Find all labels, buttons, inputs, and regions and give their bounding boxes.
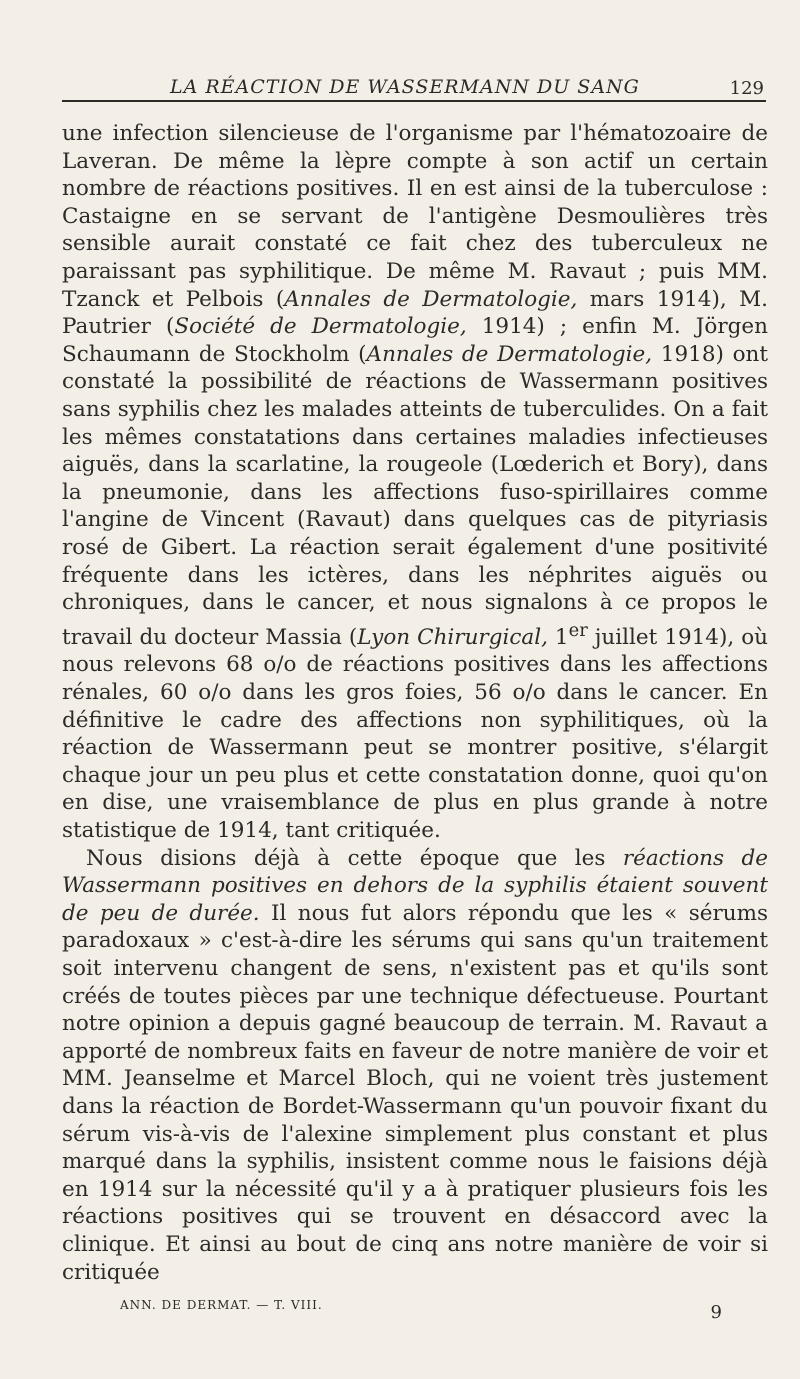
- body-text: [62, 120, 768, 1286]
- p2-text-1: Nous disions déjà à cette époque que les: [86, 845, 623, 871]
- p1-citation-2: Société de Dermatologie,: [174, 314, 467, 340]
- p2-emphasis: réactions de Wassermann positives en dehors de la syphilis étaient souvent de peu de durée.: [62, 845, 768, 926]
- p1-text-2: mars 1914), M. Pautrier (: [62, 286, 769, 340]
- page-footer: [62, 1296, 768, 1324]
- p1-citation-1: Annales de Dermatologie,: [284, 286, 578, 312]
- p1-citation-3: Annales de Dermatologie,: [366, 341, 653, 367]
- running-header: [62, 72, 766, 102]
- p1-text-3: 1914) ; enfin M. Jörgen Schaumann de Stockholm (: [62, 314, 768, 367]
- paragraph-2: [62, 845, 768, 1287]
- paragraph-1: [62, 120, 768, 845]
- p1-text-5a: 1: [547, 624, 569, 650]
- p1-text-4: 1918) ont constaté la possibilité de réactions de Wassermann positives sans syphilis chez les malades atteints de tuberculides. On a fait les mêmes constatations dans certaines maladies infectieuses aiguës, dans la scarlatine, la rougeole (Lœderich et Bory), dans la pneumonie, dans les affections fuso-spirillaires comme l'angine de Vincent (Ravaut) dans quelques cas de pityriasis rosé de Gibert. La réaction serait également d'une positivité fréquente dans les ictères, dans les néphrites aiguës ou chroniques, dans le cancer, et nous signalons à ce propos le travail du docteur Massia (: [62, 341, 769, 650]
- p1-text-5b: juillet 1914), où nous relevons 68 o/o de réactions positives dans les affections rénales, 60 o/o dans les gros foies, 56 o/o dans le cancer. En définitive le cadre des affections non syphilitiques, où la réaction de Wassermann peut se montrer positive, s'élargit chaque jour un peu plus et cette constatation donne, quoi qu'on en dise, une vraisemblance de plus en plus grande à notre statistique de 1914, tant critiquée.: [62, 624, 768, 843]
- p1-citation-4: Lyon Chirurgical,: [357, 624, 548, 650]
- signature-mark: ANN. DE DERMAT. — T. VIII.: [120, 1298, 323, 1312]
- sheet-number: 9: [710, 1302, 722, 1323]
- p2-text-2: Il nous fut alors répondu que les « sérums paradoxaux » c'est-à-dire les sérums qui sans qu'un traitement soit intervenu changent de sens, n'existent pas et qu'ils sont créés de toutes pièces par une technique défectueuse. Pourtant notre opinion a depuis gagné beaucoup de terrain. M. Ravaut a apporté de nombreux faits en faveur de notre manière de voir et MM. Jeanselme et Marcel Bloch, qui ne voient très justement dans la réaction de Bordet-Wassermann qu'un pouvoir fixant du sérum vis-à-vis de l'alexine simplement plus constant et plus marqué dans la syphilis, insistent comme nous le faisions déjà en 1914 sur la nécessité qu'il y a à pratiquer plusieurs fois les réactions positives qui se trouvent en désaccord avec la clinique. Et ainsi au bout de cinq ans notre manière de voir si critiquée: [62, 900, 769, 1285]
- running-title: LA RÉACTION DE WASSERMANN DU SANG: [170, 76, 640, 98]
- p1-superscript: er: [568, 619, 588, 641]
- page-number: 129: [729, 78, 764, 99]
- p1-text-1: une infection silencieuse de l'organisme par l'hématozoaire de Laveran. De même la lèpre compte à son actif un certain nombre de réactions positives. Il en est ainsi de la tuberculose : Castaigne en se servant de l'antigène Desmoulières très sensible aurait constaté ce fait chez des tuberculeux ne paraissant pas syphilitique. De même M. Ravaut ; puis MM. Tzanck et Pelbois (: [62, 121, 768, 312]
